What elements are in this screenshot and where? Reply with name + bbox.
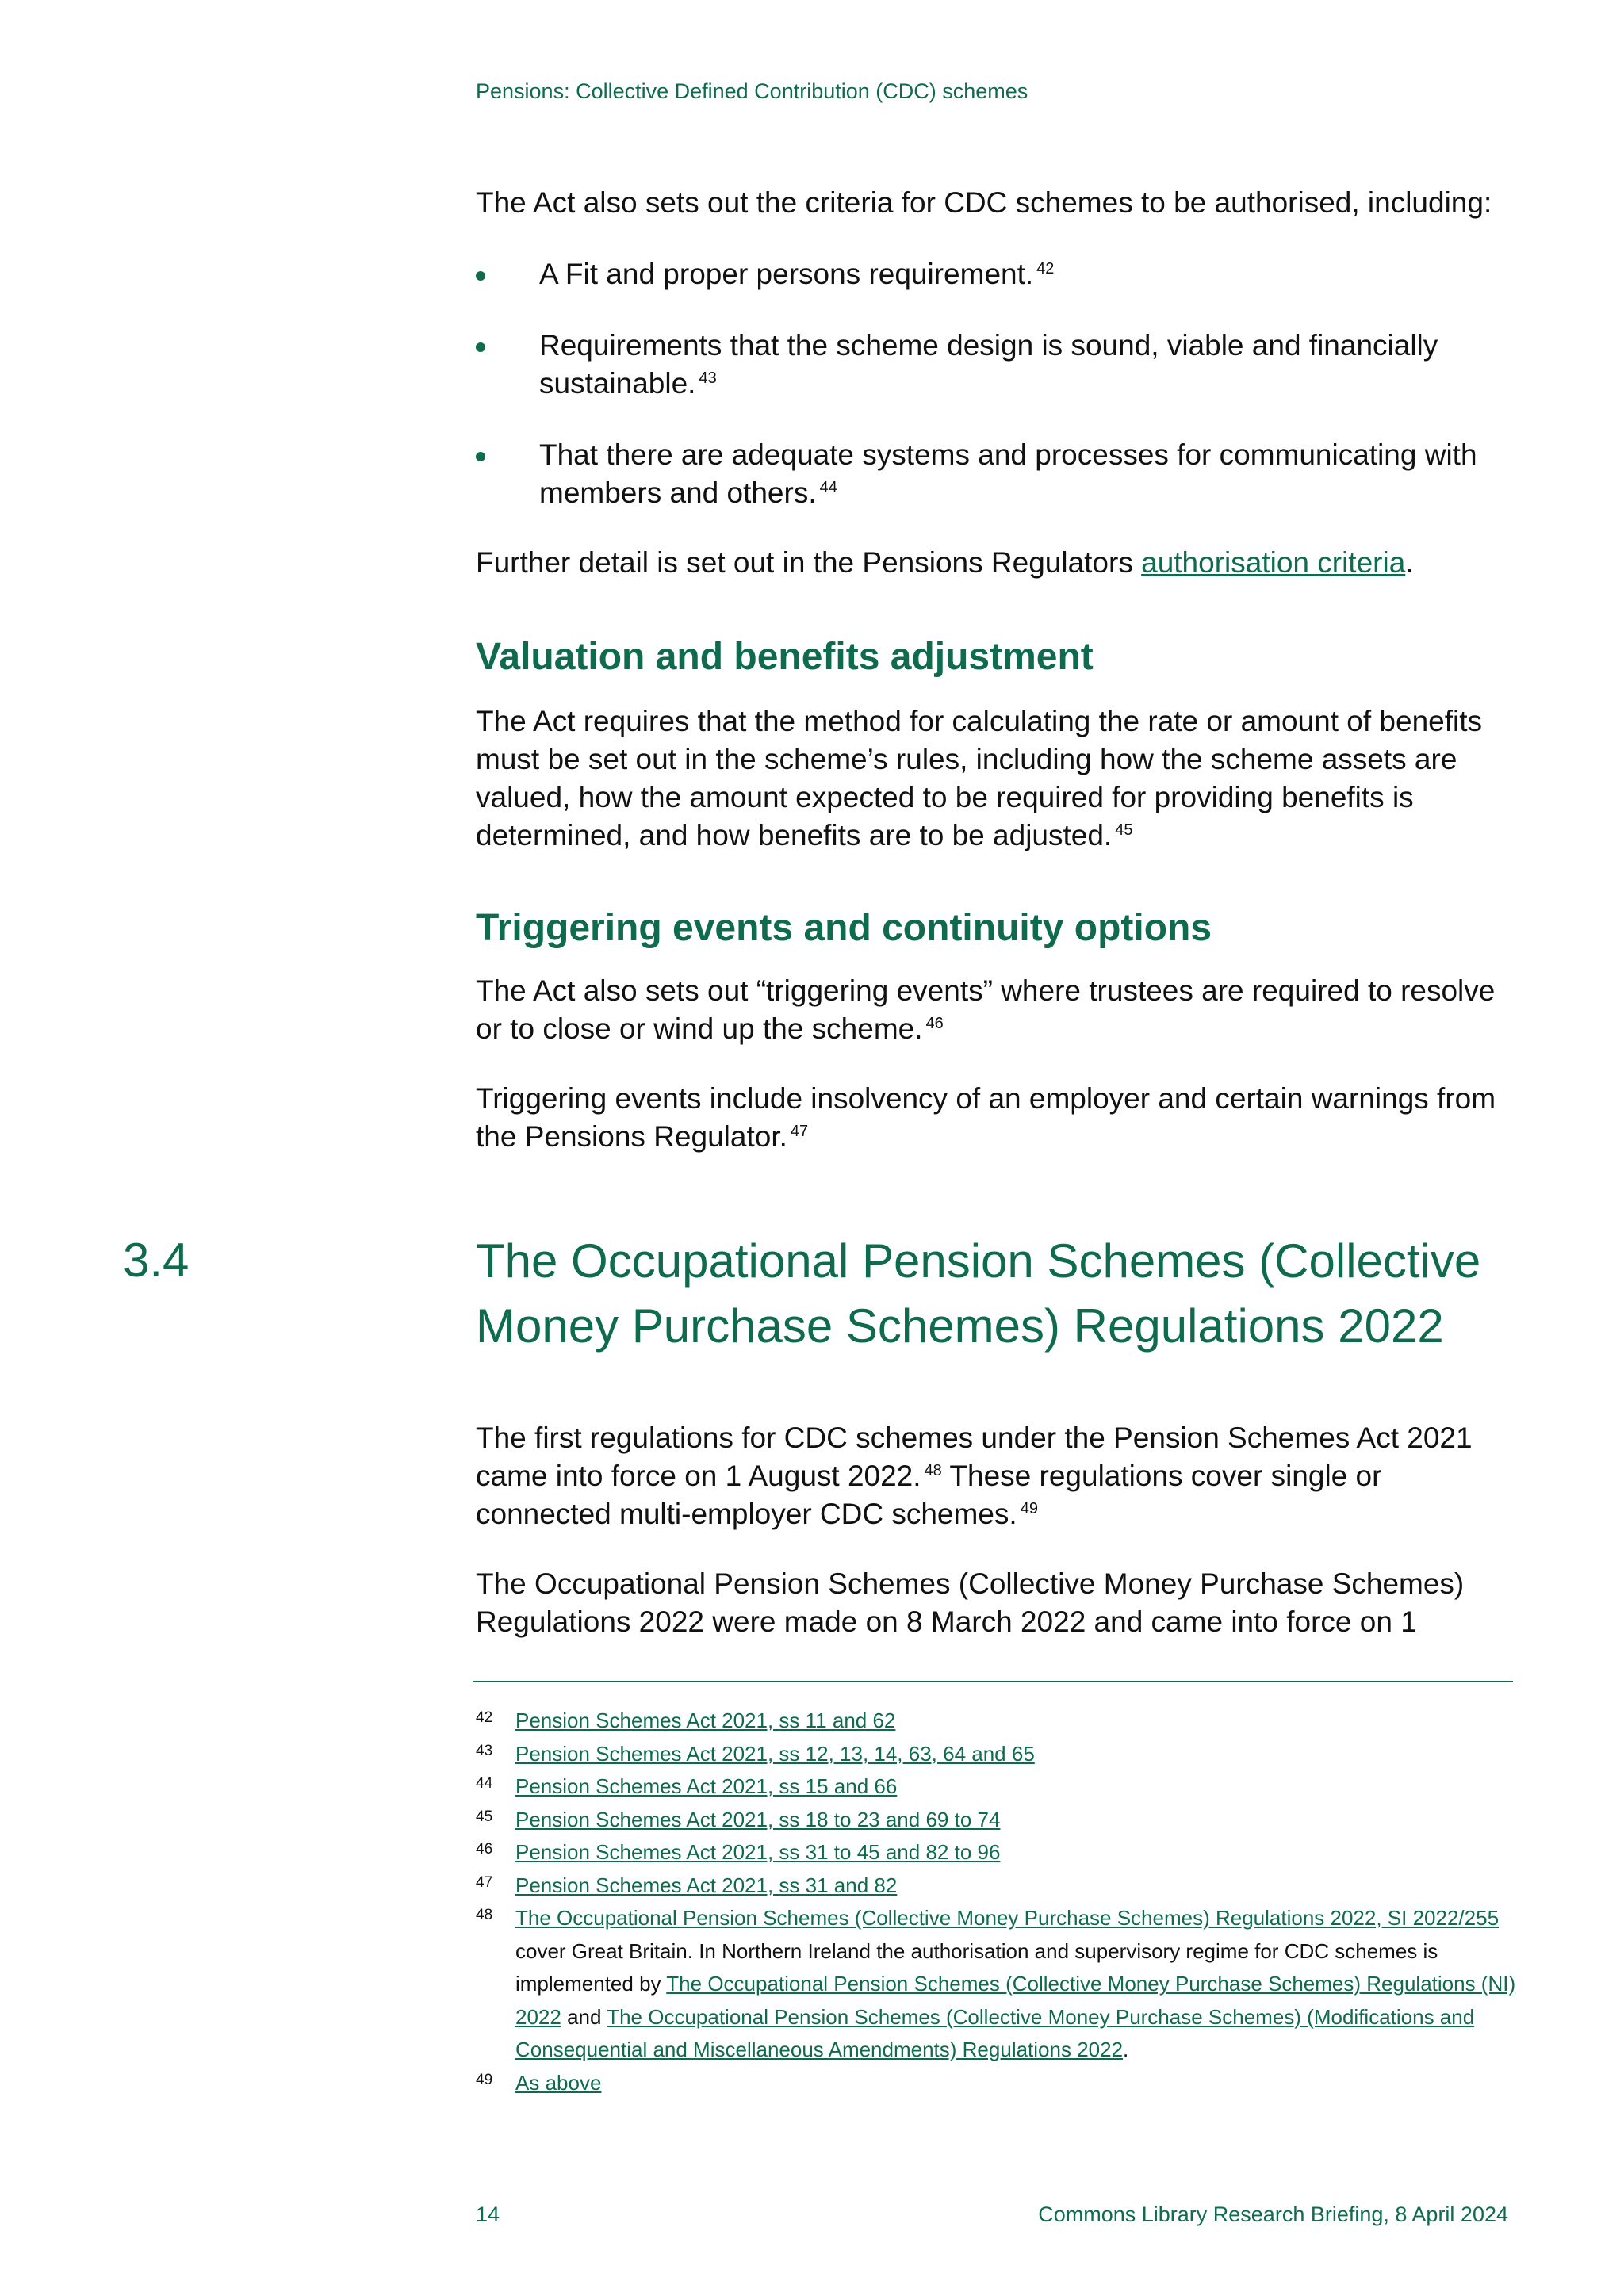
footnote-ref[interactable]: 44 (819, 478, 837, 496)
footnote-item (476, 1705, 1522, 1738)
triggering-text-1: The Act also sets out “triggering events” where trustees are required to resolve or to close or wind up the scheme. (476, 974, 1496, 1045)
bullet-icon (476, 452, 485, 461)
footnote-ref[interactable]: 47 (790, 1122, 809, 1140)
criteria-item (476, 436, 1522, 512)
footnote-item (476, 1804, 1522, 1837)
footnote-ref[interactable]: 46 (925, 1014, 944, 1032)
footnote-item (476, 1738, 1522, 1771)
footer-publication: Commons Library Research Briefing, 8 April 2024 (1038, 2202, 1508, 2226)
footnote-item (476, 1770, 1522, 1804)
footnote-number: 49 (476, 2071, 493, 2088)
running-header: Pensions: Collective Defined Contribution (CDC) schemes (476, 79, 1028, 103)
triggering-heading: Triggering events and continuity options (476, 907, 1212, 949)
footnote-number: 43 (476, 1742, 493, 1759)
footnote-number: 42 (476, 1709, 493, 1726)
footnote-link[interactable]: Pension Schemes Act 2021, ss 11 and 62 (515, 1709, 896, 1732)
triggering-paragraph-1 (476, 972, 1522, 1048)
footnote-link[interactable]: The Occupational Pension Schemes (Collective Money Purchase Schemes) Regulations 2022, SI 2022/255 (515, 1906, 1500, 1930)
footnote-ref[interactable]: 48 (924, 1461, 942, 1479)
triggering-paragraph-2 (476, 1080, 1522, 1156)
criteria-text: A Fit and proper persons requirement. (539, 258, 1034, 290)
further-detail-paragraph (476, 544, 1522, 582)
footnote-number: 48 (476, 1907, 493, 1923)
footnote-link[interactable]: The Occupational Pension Schemes (Collective Money Purchase Schemes) Regulations (NI) 2022 (515, 1972, 1516, 2029)
further-detail-end: . (1405, 546, 1414, 579)
footnote-number: 47 (476, 1873, 493, 1891)
footnote-link[interactable]: Pension Schemes Act 2021, ss 31 and 82 (515, 1873, 898, 1897)
footnote-text: and (561, 2004, 607, 2029)
section-title: The Occupational Pension Schemes (Collective Money Purchase Schemes) Regulations 2022 (476, 1234, 1481, 1353)
valuation-text: The Act requires that the method for calculating the rate or amount of benefits must be set out in the scheme’s rules, including how the scheme assets are valued, how the amount expected to be required for providing benefits is determined, and how benefits are to be adjusted. (476, 705, 1483, 851)
bullet-icon (476, 342, 485, 352)
footnote-number: 46 (476, 1841, 493, 1858)
footnote-item (476, 1836, 1522, 1869)
footnote-number: 44 (476, 1775, 493, 1792)
footnote-link[interactable]: As above (515, 2070, 602, 2095)
triggering-text-2: Triggering events include insolvency of an employer and certain warnings from the Pensions Regulator. (476, 1082, 1496, 1153)
footnote-divider (473, 1681, 1513, 1682)
footnote-ref[interactable]: 45 (1115, 821, 1133, 839)
page-number: 14 (476, 2202, 500, 2226)
regulations-paragraph-1 (476, 1419, 1522, 1533)
valuation-paragraph (476, 702, 1522, 855)
footnote-ref[interactable]: 42 (1036, 259, 1055, 277)
footnote-link[interactable]: Pension Schemes Act 2021, ss 12, 13, 14, 63, 64 and 65 (515, 1741, 1035, 1766)
criteria-text: Requirements that the scheme design is sound, viable and financially sustainable. (539, 329, 1438, 400)
valuation-heading: Valuation and benefits adjustment (476, 636, 1094, 678)
authorisation-criteria-link[interactable]: authorisation criteria (1141, 546, 1406, 579)
footnote-item (476, 2067, 1522, 2100)
further-detail-text: Further detail is set out in the Pensions Regulators (476, 546, 1142, 579)
regulations-paragraph-2: The Occupational Pension Schemes (Collective Money Purchase Schemes) Regulations 2022 were made on 8 March 2022 and came into force on 1 (476, 1567, 1465, 1638)
footnote-item (476, 1869, 1522, 1903)
footnote-link[interactable]: Pension Schemes Act 2021, ss 18 to 23 and 69 to 74 (515, 1807, 1001, 1831)
intro-paragraph: The Act also sets out the criteria for CDC schemes to be authorised, including: (476, 186, 1492, 219)
regulations-text-b: These regulations cover single or connected multi-employer CDC schemes. (476, 1460, 1382, 1530)
footnote-text: . (1123, 2038, 1129, 2061)
footnotes (476, 1705, 1522, 2099)
footnote-link[interactable]: Pension Schemes Act 2021, ss 15 and 66 (515, 1774, 898, 1798)
footnote-ref[interactable]: 43 (699, 369, 717, 387)
footnote-link[interactable]: The Occupational Pension Schemes (Collective Money Purchase Schemes) (Modifications and Consequential and Miscellaneous Amendments) Regulations 2022 (515, 2004, 1475, 2061)
regulations-text-a: The first regulations for CDC schemes under the Pension Schemes Act 2021 came into force on 1 August 2022. (476, 1422, 1473, 1492)
criteria-text: That there are adequate systems and processes for communicating with members and others. (539, 438, 1477, 509)
criteria-list (476, 255, 1522, 545)
criteria-item (476, 255, 1522, 293)
footnote-number: 45 (476, 1808, 493, 1825)
criteria-item (476, 327, 1522, 403)
bullet-icon (476, 271, 485, 281)
footnote-link[interactable]: Pension Schemes Act 2021, ss 31 to 45 and 82 to 96 (515, 1840, 1001, 1864)
section-number: 3.4 (123, 1234, 190, 1287)
footnote-item (476, 1902, 1522, 2067)
footnote-text: cover Great Britain. In Northern Ireland the authorisation and supervisory regime for CDC schemes is implemented by (515, 1938, 1438, 1996)
footnote-ref[interactable]: 49 (1020, 1499, 1038, 1517)
